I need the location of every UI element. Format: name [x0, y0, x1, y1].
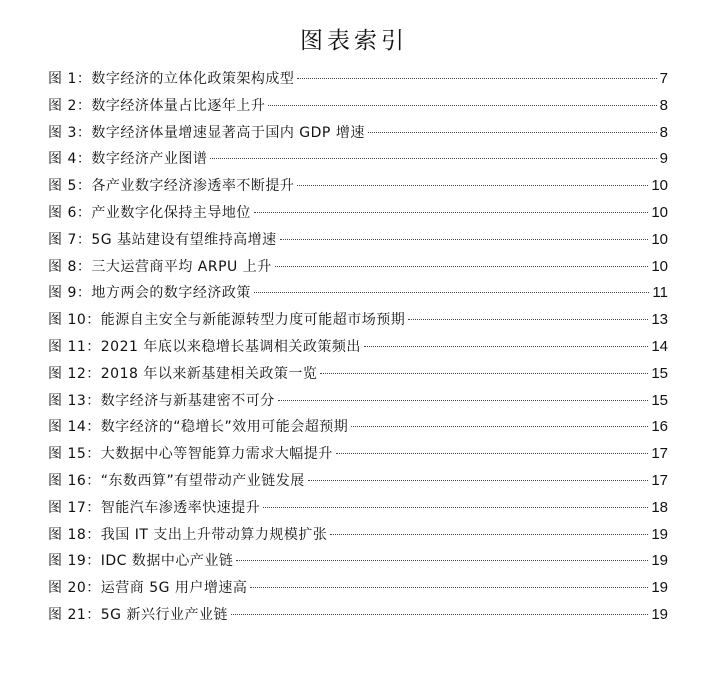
toc-entry[interactable]	[48, 575, 668, 602]
toc-entry-page-number: 19	[651, 579, 668, 597]
toc-entry[interactable]	[48, 93, 668, 120]
toc-entry-page-number: 11	[652, 284, 668, 302]
toc-entry-page-number: 14	[651, 337, 668, 355]
toc-entry-label: 图 1：数字经济的立体化政策架构成型	[48, 71, 295, 87]
toc-entry[interactable]	[48, 280, 668, 307]
toc-entry-label: 图 3：数字经济体量增速显著高于国内 GDP 增速	[48, 124, 365, 141]
toc-entry-label: 图 10：能源自主安全与新能源转型力度可能超市场预期	[48, 312, 406, 329]
toc-entry-label: 图 11：2021 年底以来稳增长基调相关政策频出	[48, 338, 361, 355]
toc-dot-leader	[364, 346, 648, 347]
toc-dot-leader	[236, 560, 648, 561]
toc-entry[interactable]	[48, 254, 668, 281]
toc-entry-page-number: 17	[651, 445, 668, 463]
toc-entry-page-number: 19	[651, 605, 668, 623]
toc-entry-label: 图 16：“东数西算”有望带动产业链发展	[48, 472, 305, 489]
toc-dot-leader	[280, 239, 649, 240]
toc-entry-label: 图 12：2018 年以来新基建相关政策一览	[48, 365, 318, 382]
toc-dot-leader	[408, 319, 648, 320]
toc-entry-page-number: 18	[651, 498, 668, 516]
toc-entry[interactable]	[48, 334, 668, 361]
toc-dot-leader	[278, 400, 649, 401]
toc-entry[interactable]	[48, 173, 668, 200]
toc-dot-leader	[263, 507, 648, 508]
toc-entry-label: 图 17：智能汽车渗透率快速提升	[48, 499, 261, 516]
toc-entry[interactable]	[48, 468, 668, 495]
toc-entry-page-number: 10	[651, 257, 668, 275]
toc-entry-label: 图 21：5G 新兴行业产业链	[48, 606, 228, 623]
toc-entry-label: 图 9：地方两会的数字经济政策	[48, 285, 251, 302]
toc-dot-leader	[336, 453, 649, 454]
toc-entry[interactable]	[48, 548, 668, 575]
toc-dot-leader	[275, 266, 649, 267]
toc-dot-leader	[330, 534, 648, 535]
toc-entry[interactable]	[48, 522, 668, 549]
toc-entry-page-number: 13	[651, 311, 668, 329]
toc-entry-page-number: 8	[659, 123, 668, 141]
toc-entry-label: 图 14：数字经济的“稳增长”效用可能会超预期	[48, 419, 349, 436]
toc-entry-label: 图 13：数字经济与新基建密不可分	[48, 392, 275, 409]
toc-entry-page-number: 7	[659, 70, 668, 87]
toc-entry-page-number: 17	[651, 471, 668, 489]
toc-entry-page-number: 10	[651, 230, 668, 248]
toc-entry[interactable]	[48, 227, 668, 254]
toc-dot-leader	[231, 614, 648, 615]
toc-entry[interactable]	[48, 146, 668, 173]
toc-dot-leader	[320, 373, 648, 374]
toc-dot-leader	[308, 480, 649, 481]
toc-entry-label: 图 18：我国 IT 支出上升带动算力规模扩张	[48, 526, 328, 543]
toc-dot-leader	[254, 292, 650, 293]
toc-dot-leader	[351, 426, 648, 427]
toc-entry[interactable]	[48, 441, 668, 468]
toc-entry-label: 图 4：数字经济产业图谱	[48, 151, 208, 168]
toc-entry-label: 图 15：大数据中心等智能算力需求大幅提升	[48, 446, 333, 463]
toc-entry-label: 图 5：各产业数字经济渗透率不断提升	[48, 178, 295, 195]
toc-entry[interactable]	[48, 120, 668, 147]
toc-entry-page-number: 15	[651, 364, 668, 382]
toc-entry[interactable]	[48, 66, 668, 93]
toc-dot-leader	[210, 158, 656, 159]
toc-entry-page-number: 10	[651, 177, 668, 195]
toc-dot-leader	[297, 78, 656, 79]
toc-entry[interactable]	[48, 602, 668, 629]
toc-entry[interactable]	[48, 200, 668, 227]
toc-dot-leader	[297, 185, 648, 186]
toc-entry-page-number: 15	[651, 391, 668, 409]
toc-entry[interactable]	[48, 307, 668, 334]
toc-entry-label: 图 6：产业数字化保持主导地位	[48, 204, 251, 221]
page-title: 图表索引	[300, 28, 408, 54]
toc-entry[interactable]	[48, 495, 668, 522]
toc-dot-leader	[250, 587, 648, 588]
toc-entry-label: 图 19：IDC 数据中心产业链	[48, 553, 234, 570]
toc-dot-leader	[254, 212, 648, 213]
toc-entry-page-number: 16	[651, 418, 668, 436]
toc-dot-leader	[268, 105, 656, 106]
toc-entry-page-number: 19	[651, 525, 668, 543]
toc-entry-label: 图 2：数字经济体量占比逐年上升	[48, 97, 266, 114]
toc-entry-page-number: 9	[659, 150, 668, 168]
toc-entry-page-number: 8	[659, 96, 668, 114]
toc-entry[interactable]	[48, 361, 668, 388]
figure-index-list	[48, 66, 668, 629]
toc-entry[interactable]	[48, 414, 668, 441]
toc-entry-label: 图 7：5G 基站建设有望维持高增速	[48, 231, 277, 248]
toc-entry-page-number: 19	[651, 552, 668, 570]
toc-entry-label: 图 8：三大运营商平均 ARPU 上升	[48, 258, 272, 275]
toc-dot-leader	[368, 132, 657, 133]
toc-entry[interactable]	[48, 388, 668, 415]
toc-entry-label: 图 20：运营商 5G 用户增速高	[48, 580, 248, 597]
toc-entry-page-number: 10	[651, 203, 668, 221]
